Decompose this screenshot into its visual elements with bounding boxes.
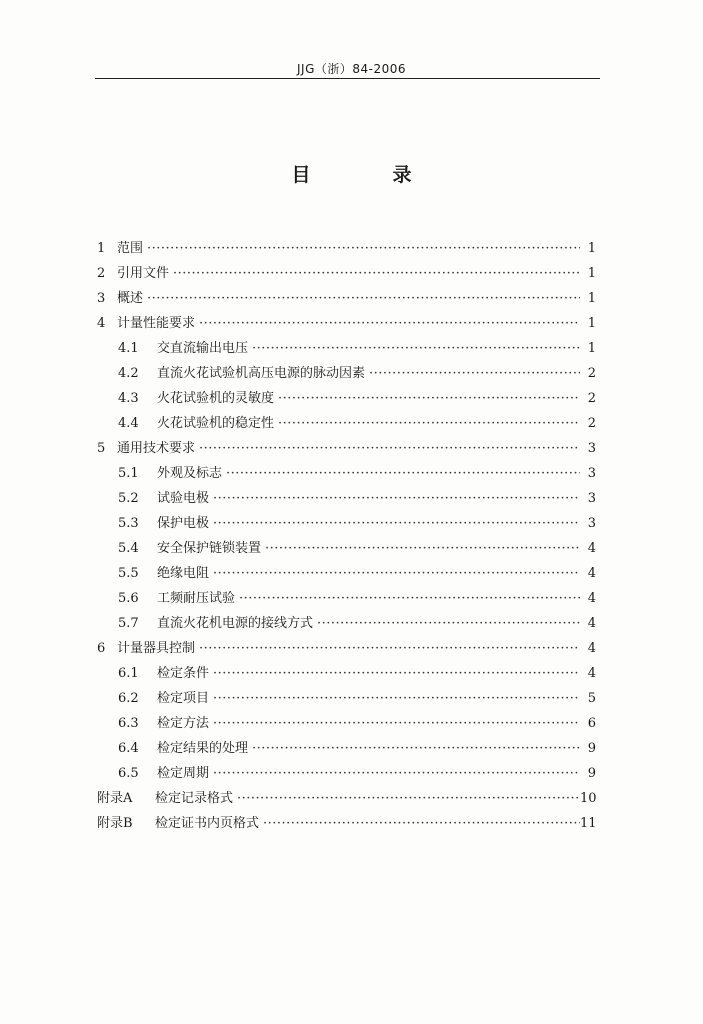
- toc-leader-dots: [252, 736, 580, 761]
- toc-entry-label: 检定条件: [157, 666, 210, 681]
- toc-entry-number: 附录B: [97, 816, 133, 831]
- toc-leader-dots: [237, 786, 580, 811]
- toc-entry-number: 4.4: [118, 416, 139, 431]
- toc-entry-number: 6.4: [118, 741, 139, 756]
- toc-entry-page: 9: [587, 766, 596, 781]
- toc-entry-page: 1: [587, 266, 596, 281]
- page-title: [0, 160, 703, 187]
- toc-entry-page: 1: [587, 241, 596, 256]
- toc-entry[interactable]: [97, 236, 596, 261]
- toc-leader-dots: [263, 811, 580, 836]
- toc-entry-page: 4: [587, 566, 596, 581]
- toc-entry-page: 4: [587, 641, 596, 656]
- toc-entry-number: 2: [97, 266, 106, 281]
- toc-entry-label: 外观及标志: [157, 466, 223, 481]
- toc-entry-label: 检定周期: [157, 766, 210, 781]
- toc-entry-page: 5: [587, 691, 596, 706]
- toc-entry-label: 检定证书内页格式: [155, 816, 260, 831]
- toc-entry-number: 4.1: [118, 341, 139, 356]
- toc-entry-page: 3: [587, 441, 596, 456]
- toc-leader-dots: [265, 536, 580, 561]
- toc-entry[interactable]: [97, 511, 596, 536]
- toc-entry[interactable]: [97, 586, 596, 611]
- toc-entry-number: 1: [97, 241, 106, 256]
- toc-leader-dots: [199, 436, 580, 461]
- toc-entry-page: 4: [587, 541, 596, 556]
- toc-entry-label: 引用文件: [117, 266, 170, 281]
- toc-entry[interactable]: [97, 361, 596, 386]
- toc-entry-label: 火花试验机的灵敏度: [157, 391, 275, 406]
- toc-entry-number: 5.6: [118, 591, 139, 606]
- toc-entry-number: 5: [97, 441, 106, 456]
- toc-entry-page: 4: [587, 666, 596, 681]
- toc-entry-number: 5.5: [118, 566, 139, 581]
- toc-entry-page: 2: [587, 416, 596, 431]
- toc-entry[interactable]: [97, 386, 596, 411]
- toc-leader-dots: [213, 711, 580, 736]
- toc-entry-label: 检定记录格式: [155, 791, 234, 806]
- toc-entry-number: 5.4: [118, 541, 139, 556]
- toc-entry-page: 1: [587, 291, 596, 306]
- toc-entry[interactable]: [97, 636, 596, 661]
- toc-entry-page: 9: [587, 741, 596, 756]
- toc-entry-label: 工频耐压试验: [157, 591, 236, 606]
- toc-leader-dots: [213, 686, 580, 711]
- toc-entry-label: 检定项目: [157, 691, 210, 706]
- toc-entry[interactable]: [97, 786, 596, 811]
- toc-entry-page: 3: [587, 491, 596, 506]
- toc-entry-page: 3: [587, 466, 596, 481]
- toc-leader-dots: [213, 761, 580, 786]
- toc-entry[interactable]: [97, 336, 596, 361]
- toc-leader-dots: [226, 461, 580, 486]
- toc-entry[interactable]: [97, 561, 596, 586]
- toc-leader-dots: [213, 486, 580, 511]
- toc-leader-dots: [147, 286, 580, 311]
- toc-entry-label: 通用技术要求: [117, 441, 196, 456]
- toc-leader-dots: [213, 511, 580, 536]
- title-char-left: 目: [291, 164, 311, 186]
- toc-leader-dots: [213, 661, 580, 686]
- toc-entry-label: 检定结果的处理: [157, 741, 249, 756]
- toc-leader-dots: [278, 411, 580, 436]
- toc-entry-label: 火花试验机的稳定性: [157, 416, 275, 431]
- toc-entry-number: 4.2: [118, 366, 139, 381]
- toc-entry-number: 5.1: [118, 466, 139, 481]
- toc-entry[interactable]: [97, 286, 596, 311]
- toc-entry-number: 5.2: [118, 491, 139, 506]
- toc-entry[interactable]: [97, 461, 596, 486]
- toc-leader-dots: [252, 336, 580, 361]
- toc-entry[interactable]: [97, 736, 596, 761]
- toc-entry-number: 4.3: [118, 391, 139, 406]
- header-rule: [95, 78, 600, 79]
- toc-entry-number: 6.1: [118, 666, 139, 681]
- toc-leader-dots: [317, 611, 580, 636]
- toc-entry[interactable]: [97, 311, 596, 336]
- toc-entry-label: 直流火花试验机高压电源的脉动因素: [157, 366, 366, 381]
- toc-entry-label: 试验电极: [157, 491, 210, 506]
- toc-leader-dots: [239, 586, 580, 611]
- toc-entry[interactable]: [97, 686, 596, 711]
- toc-entry-label: 概述: [117, 291, 144, 306]
- toc-entry-label: 计量性能要求: [117, 316, 196, 331]
- toc-leader-dots: [147, 236, 580, 261]
- toc-entry-number: 6.3: [118, 716, 139, 731]
- toc-entry[interactable]: [97, 761, 596, 786]
- toc-entry-number: 3: [97, 291, 106, 306]
- toc-entry-label: 绝缘电阻: [157, 566, 210, 581]
- toc-entry-label: 保护电极: [157, 516, 210, 531]
- toc-entry-label: 安全保护链锁装置: [157, 541, 262, 556]
- toc-entry-page: 1: [587, 341, 596, 356]
- toc-entry-label: 计量器具控制: [117, 641, 196, 656]
- toc-entry[interactable]: [97, 486, 596, 511]
- toc-entry-number: 5.3: [118, 516, 139, 531]
- toc-leader-dots: [199, 311, 580, 336]
- toc-leader-dots: [213, 561, 580, 586]
- toc-entry-page: 4: [587, 591, 596, 606]
- toc-entry-number: 6: [97, 641, 106, 656]
- toc-entry[interactable]: [97, 811, 596, 836]
- toc-entry[interactable]: [97, 411, 596, 436]
- toc-entry[interactable]: [97, 436, 596, 461]
- toc-entry[interactable]: [97, 611, 596, 636]
- toc-entry-number: 6.2: [118, 691, 139, 706]
- toc-entry-label: 检定方法: [157, 716, 210, 731]
- toc-entry-label: 直流火花机电源的接线方式: [157, 616, 314, 631]
- toc-entry[interactable]: [97, 711, 596, 736]
- toc-entry-page: 11: [580, 816, 597, 831]
- title-char-right: 录: [392, 164, 412, 186]
- toc-entry-number: 6.5: [118, 766, 139, 781]
- toc-leader-dots: [199, 636, 580, 661]
- toc-leader-dots: [369, 361, 580, 386]
- running-header: JJG（浙）84-2006: [296, 62, 407, 76]
- toc-entry-page: 1: [587, 316, 596, 331]
- toc-leader-dots: [173, 261, 580, 286]
- toc-entry[interactable]: [97, 261, 596, 286]
- toc-entry-page: 2: [587, 366, 596, 381]
- toc-entry[interactable]: [97, 536, 596, 561]
- toc-entry-page: 3: [587, 516, 596, 531]
- toc-entry-number: 附录A: [97, 791, 133, 806]
- toc-entry[interactable]: [97, 661, 596, 686]
- toc-leader-dots: [278, 386, 580, 411]
- table-of-contents: [97, 236, 596, 836]
- toc-entry-page: 2: [587, 391, 596, 406]
- toc-entry-label: 交直流输出电压: [157, 341, 249, 356]
- toc-entry-label: 范围: [117, 241, 144, 256]
- toc-entry-page: 10: [580, 791, 597, 806]
- toc-entry-page: 4: [587, 616, 596, 631]
- toc-entry-number: 5.7: [118, 616, 139, 631]
- toc-entry-number: 4: [97, 316, 106, 331]
- toc-entry-page: 6: [587, 716, 596, 731]
